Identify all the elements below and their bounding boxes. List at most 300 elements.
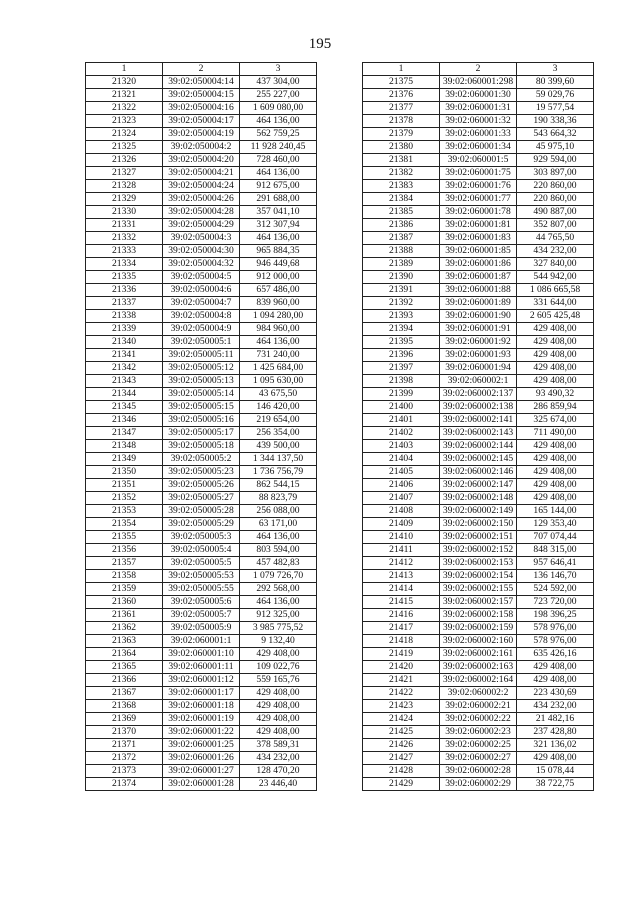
- table-row: [86, 141, 317, 154]
- value: 803 594,00: [240, 544, 317, 557]
- value: 464 136,00: [240, 336, 317, 349]
- row-number: 21406: [363, 479, 440, 492]
- cadastral-number: 39:02:060002:1: [440, 375, 517, 388]
- table-row: [363, 323, 594, 336]
- row-number: 21364: [86, 648, 163, 661]
- table-row: [86, 154, 317, 167]
- table-row: [363, 453, 594, 466]
- value: 331 644,00: [517, 297, 594, 310]
- row-number: 21356: [86, 544, 163, 557]
- cadastral-number: 39:02:060002:147: [440, 479, 517, 492]
- cadastral-number: 39:02:060002:25: [440, 739, 517, 752]
- row-number: 21358: [86, 570, 163, 583]
- cadastral-number: 39:02:060002:164: [440, 674, 517, 687]
- row-number: 21377: [363, 102, 440, 115]
- table-row: [363, 245, 594, 258]
- row-number: 21323: [86, 115, 163, 128]
- table-row: [86, 102, 317, 115]
- column-header-1: 1: [86, 63, 163, 76]
- table-row: [363, 362, 594, 375]
- row-number: 21386: [363, 219, 440, 232]
- table-row: [86, 557, 317, 570]
- table-row: [363, 271, 594, 284]
- cadastral-number: 39:02:060001:25: [163, 739, 240, 752]
- table-row: [363, 414, 594, 427]
- table-row: [363, 180, 594, 193]
- row-number: 21390: [363, 271, 440, 284]
- table-row: [86, 622, 317, 635]
- table-row: [86, 258, 317, 271]
- table-row: [363, 557, 594, 570]
- cadastral-number: 39:02:060001:10: [163, 648, 240, 661]
- row-number: 21334: [86, 258, 163, 271]
- row-number: 21391: [363, 284, 440, 297]
- row-number: 21403: [363, 440, 440, 453]
- table-row: [363, 726, 594, 739]
- value: 9 132,40: [240, 635, 317, 648]
- cadastral-number: 39:02:060002:143: [440, 427, 517, 440]
- cadastral-number: 39:02:060002:146: [440, 466, 517, 479]
- cadastral-number: 39:02:060002:137: [440, 388, 517, 401]
- value: 43 675,50: [240, 388, 317, 401]
- table-row: [86, 115, 317, 128]
- row-number: 21366: [86, 674, 163, 687]
- cadastral-number: 39:02:050004:9: [163, 323, 240, 336]
- cadastral-number: 39:02:060002:138: [440, 401, 517, 414]
- value: 929 594,00: [517, 154, 594, 167]
- value: 464 136,00: [240, 596, 317, 609]
- value: 2 605 425,48: [517, 310, 594, 323]
- value: 543 664,32: [517, 128, 594, 141]
- value: 429 408,00: [517, 661, 594, 674]
- table-row: [363, 193, 594, 206]
- cadastral-number: 39:02:050005:15: [163, 401, 240, 414]
- row-number: 21415: [363, 596, 440, 609]
- cadastral-number: 39:02:050005:23: [163, 466, 240, 479]
- table-row: [86, 726, 317, 739]
- cadastral-number: 39:02:060001:31: [440, 102, 517, 115]
- cadastral-number: 39:02:060001:94: [440, 362, 517, 375]
- table-row: [363, 596, 594, 609]
- row-number: 21398: [363, 375, 440, 388]
- cadastral-number: 39:02:060001:5: [440, 154, 517, 167]
- value: 429 408,00: [240, 726, 317, 739]
- row-number: 21335: [86, 271, 163, 284]
- value: 21 482,16: [517, 713, 594, 726]
- value: 1 095 630,00: [240, 375, 317, 388]
- cadastral-number: 39:02:050005:6: [163, 596, 240, 609]
- column-header-1: 1: [363, 63, 440, 76]
- value: 434 232,00: [517, 700, 594, 713]
- row-number: 21421: [363, 674, 440, 687]
- table-row: [363, 739, 594, 752]
- table-row: [86, 609, 317, 622]
- value: 429 408,00: [240, 700, 317, 713]
- value: 325 674,00: [517, 414, 594, 427]
- value: 3 985 775,52: [240, 622, 317, 635]
- table-row: [86, 544, 317, 557]
- table-row: [363, 336, 594, 349]
- row-number: 21381: [363, 154, 440, 167]
- cadastral-number: 39:02:060001:81: [440, 219, 517, 232]
- cadastral-number: 39:02:060002:159: [440, 622, 517, 635]
- table-row: [363, 440, 594, 453]
- value: 524 592,00: [517, 583, 594, 596]
- row-number: 21342: [86, 362, 163, 375]
- value: 429 408,00: [517, 362, 594, 375]
- cadastral-number: 39:02:050005:3: [163, 531, 240, 544]
- cadastral-number: 39:02:050004:3: [163, 232, 240, 245]
- row-number: 21325: [86, 141, 163, 154]
- table-row: [86, 492, 317, 505]
- row-number: 21416: [363, 609, 440, 622]
- cadastral-number: 39:02:060001:87: [440, 271, 517, 284]
- column-header-3: 3: [517, 63, 594, 76]
- value: 464 136,00: [240, 531, 317, 544]
- cadastral-number: 39:02:060002:27: [440, 752, 517, 765]
- value: 578 976,00: [517, 635, 594, 648]
- row-number: 21349: [86, 453, 163, 466]
- cadastral-number: 39:02:060002:21: [440, 700, 517, 713]
- column-header-2: 2: [163, 63, 240, 76]
- cadastral-number: 39:02:050005:27: [163, 492, 240, 505]
- value: 59 029,76: [517, 89, 594, 102]
- table-row: [363, 544, 594, 557]
- cadastral-number: 39:02:050005:4: [163, 544, 240, 557]
- value: 723 720,00: [517, 596, 594, 609]
- cadastral-number: 39:02:050004:17: [163, 115, 240, 128]
- row-number: 21375: [363, 76, 440, 89]
- value: 291 688,00: [240, 193, 317, 206]
- row-number: 21396: [363, 349, 440, 362]
- table-row: [86, 310, 317, 323]
- table-row: [86, 297, 317, 310]
- table-row: [86, 518, 317, 531]
- cadastral-number: 39:02:060001:89: [440, 297, 517, 310]
- row-number: 21417: [363, 622, 440, 635]
- row-number: 21376: [363, 89, 440, 102]
- value: 88 823,79: [240, 492, 317, 505]
- row-number: 21424: [363, 713, 440, 726]
- table-row: [86, 388, 317, 401]
- row-number: 21426: [363, 739, 440, 752]
- row-number: 21412: [363, 557, 440, 570]
- row-number: 21425: [363, 726, 440, 739]
- value: 11 928 240,45: [240, 141, 317, 154]
- row-number: 21400: [363, 401, 440, 414]
- row-number: 21428: [363, 765, 440, 778]
- value: 1 079 726,70: [240, 570, 317, 583]
- value: 129 353,40: [517, 518, 594, 531]
- cadastral-number: 39:02:050005:11: [163, 349, 240, 362]
- row-number: 21394: [363, 323, 440, 336]
- cadastral-number: 39:02:050005:14: [163, 388, 240, 401]
- value: 429 408,00: [240, 648, 317, 661]
- row-number: 21387: [363, 232, 440, 245]
- table-row: [363, 297, 594, 310]
- value: 429 408,00: [517, 336, 594, 349]
- value: 136 146,70: [517, 570, 594, 583]
- cadastral-number: 39:02:060002:2: [440, 687, 517, 700]
- value: 45 975,10: [517, 141, 594, 154]
- row-number: 21402: [363, 427, 440, 440]
- cadastral-number: 39:02:060001:77: [440, 193, 517, 206]
- table-row: [86, 687, 317, 700]
- row-number: 21399: [363, 388, 440, 401]
- cadastral-number: 39:02:060002:23: [440, 726, 517, 739]
- value: 256 354,00: [240, 427, 317, 440]
- row-number: 21382: [363, 167, 440, 180]
- value: 198 396,25: [517, 609, 594, 622]
- table-row: [363, 570, 594, 583]
- table-row: [363, 141, 594, 154]
- cadastral-number: 39:02:050005:53: [163, 570, 240, 583]
- row-number: 21363: [86, 635, 163, 648]
- cadastral-number: 39:02:050005:17: [163, 427, 240, 440]
- table-row: [363, 518, 594, 531]
- value: 562 759,25: [240, 128, 317, 141]
- cadastral-number: 39:02:060001:27: [163, 765, 240, 778]
- row-number: 21350: [86, 466, 163, 479]
- table-row: [363, 765, 594, 778]
- table-row: [363, 479, 594, 492]
- value: 429 408,00: [517, 323, 594, 336]
- left-table-body: [86, 76, 317, 791]
- value: 1 344 137,50: [240, 453, 317, 466]
- row-number: 21368: [86, 700, 163, 713]
- cadastral-number: 39:02:060002:153: [440, 557, 517, 570]
- table-row: [86, 414, 317, 427]
- value: 429 408,00: [240, 687, 317, 700]
- cadastral-number: 39:02:060001:90: [440, 310, 517, 323]
- value: 220 860,00: [517, 193, 594, 206]
- row-number: 21360: [86, 596, 163, 609]
- cadastral-number: 39:02:060002:163: [440, 661, 517, 674]
- row-number: 21367: [86, 687, 163, 700]
- column-header-2: 2: [440, 63, 517, 76]
- cadastral-number: 39:02:060002:149: [440, 505, 517, 518]
- row-number: 21326: [86, 154, 163, 167]
- value: 312 307,94: [240, 219, 317, 232]
- table-row: [86, 167, 317, 180]
- value: 63 171,00: [240, 518, 317, 531]
- row-number: 21341: [86, 349, 163, 362]
- cadastral-number: 39:02:050004:30: [163, 245, 240, 258]
- table-row: [86, 752, 317, 765]
- cadastral-number: 39:02:060001:30: [440, 89, 517, 102]
- cadastral-number: 39:02:050004:8: [163, 310, 240, 323]
- value: 635 426,16: [517, 648, 594, 661]
- value: 23 446,40: [240, 778, 317, 791]
- row-number: 21393: [363, 310, 440, 323]
- table-row: [86, 193, 317, 206]
- table-row: [363, 154, 594, 167]
- value: 38 722,75: [517, 778, 594, 791]
- row-number: 21347: [86, 427, 163, 440]
- left-table: [85, 62, 317, 791]
- value: 490 887,00: [517, 206, 594, 219]
- value: 255 227,00: [240, 89, 317, 102]
- cadastral-number: 39:02:050005:55: [163, 583, 240, 596]
- value: 912 675,00: [240, 180, 317, 193]
- row-number: 21380: [363, 141, 440, 154]
- cadastral-number: 39:02:060002:22: [440, 713, 517, 726]
- row-number: 21351: [86, 479, 163, 492]
- cadastral-number: 39:02:060001:32: [440, 115, 517, 128]
- value: 559 165,76: [240, 674, 317, 687]
- cadastral-number: 39:02:060001:17: [163, 687, 240, 700]
- table-row: [363, 128, 594, 141]
- row-number: 21369: [86, 713, 163, 726]
- column-header-3: 3: [240, 63, 317, 76]
- row-number: 21359: [86, 583, 163, 596]
- row-number: 21320: [86, 76, 163, 89]
- cadastral-number: 39:02:050004:29: [163, 219, 240, 232]
- value: 223 430,69: [517, 687, 594, 700]
- table-row: [363, 492, 594, 505]
- value: 707 074,44: [517, 531, 594, 544]
- table-row: [363, 375, 594, 388]
- table-row: [363, 622, 594, 635]
- value: 237 428,80: [517, 726, 594, 739]
- table-row: [86, 739, 317, 752]
- cadastral-number: 39:02:060002:154: [440, 570, 517, 583]
- table-row: [86, 89, 317, 102]
- table-row: [363, 583, 594, 596]
- row-number: 21365: [86, 661, 163, 674]
- cadastral-number: 39:02:060002:148: [440, 492, 517, 505]
- row-number: 21361: [86, 609, 163, 622]
- cadastral-number: 39:02:050005:5: [163, 557, 240, 570]
- cadastral-number: 39:02:050004:19: [163, 128, 240, 141]
- table-row: [86, 76, 317, 89]
- value: 292 568,00: [240, 583, 317, 596]
- table-row: [86, 674, 317, 687]
- row-number: 21401: [363, 414, 440, 427]
- cadastral-number: 39:02:060001:92: [440, 336, 517, 349]
- cadastral-number: 39:02:060002:28: [440, 765, 517, 778]
- value: 146 420,00: [240, 401, 317, 414]
- row-number: 21345: [86, 401, 163, 414]
- row-number: 21423: [363, 700, 440, 713]
- row-number: 21383: [363, 180, 440, 193]
- row-number: 21353: [86, 505, 163, 518]
- value: 544 942,00: [517, 271, 594, 284]
- table-row: [363, 284, 594, 297]
- row-number: 21397: [363, 362, 440, 375]
- row-number: 21418: [363, 635, 440, 648]
- table-row: [86, 232, 317, 245]
- cadastral-number: 39:02:050004:15: [163, 89, 240, 102]
- cadastral-number: 39:02:060002:161: [440, 648, 517, 661]
- table-row: [363, 258, 594, 271]
- cadastral-number: 39:02:060001:78: [440, 206, 517, 219]
- cadastral-number: 39:02:060002:152: [440, 544, 517, 557]
- cadastral-number: 39:02:060001:91: [440, 323, 517, 336]
- row-number: 21333: [86, 245, 163, 258]
- table-row: [86, 206, 317, 219]
- table-row: [86, 778, 317, 791]
- value: 1 094 280,00: [240, 310, 317, 323]
- cadastral-number: 39:02:060002:141: [440, 414, 517, 427]
- value: 303 897,00: [517, 167, 594, 180]
- page-number: 195: [308, 36, 332, 52]
- table-row: [86, 648, 317, 661]
- table-row: [86, 596, 317, 609]
- cadastral-number: 39:02:060001:11: [163, 661, 240, 674]
- row-number: 21410: [363, 531, 440, 544]
- value: 862 544,15: [240, 479, 317, 492]
- table-row: [86, 219, 317, 232]
- right-table: [362, 62, 594, 791]
- cadastral-number: 39:02:060001:88: [440, 284, 517, 297]
- row-number: 21374: [86, 778, 163, 791]
- value: 912 325,00: [240, 609, 317, 622]
- cadastral-number: 39:02:060001:83: [440, 232, 517, 245]
- cadastral-number: 39:02:060002:157: [440, 596, 517, 609]
- table-row: [363, 167, 594, 180]
- cadastral-number: 39:02:060002:160: [440, 635, 517, 648]
- table-row: [363, 531, 594, 544]
- cadastral-number: 39:02:060002:155: [440, 583, 517, 596]
- table-row: [363, 310, 594, 323]
- value: 429 408,00: [517, 440, 594, 453]
- value: 352 807,00: [517, 219, 594, 232]
- value: 965 884,35: [240, 245, 317, 258]
- table-row: [86, 661, 317, 674]
- cadastral-number: 39:02:050004:32: [163, 258, 240, 271]
- table-row: [363, 635, 594, 648]
- table-row: [363, 609, 594, 622]
- cadastral-number: 39:02:050004:24: [163, 180, 240, 193]
- row-number: 21330: [86, 206, 163, 219]
- row-number: 21404: [363, 453, 440, 466]
- row-number: 21427: [363, 752, 440, 765]
- cadastral-number: 39:02:050004:20: [163, 154, 240, 167]
- row-number: 21322: [86, 102, 163, 115]
- table-row: [363, 206, 594, 219]
- row-number: 21379: [363, 128, 440, 141]
- cadastral-number: 39:02:060001:298: [440, 76, 517, 89]
- table-row: [86, 765, 317, 778]
- cadastral-number: 39:02:060002:145: [440, 453, 517, 466]
- cadastral-number: 39:02:060002:29: [440, 778, 517, 791]
- table-row: [86, 583, 317, 596]
- row-number: 21354: [86, 518, 163, 531]
- cadastral-number: 39:02:060001:12: [163, 674, 240, 687]
- row-number: 21355: [86, 531, 163, 544]
- value: 321 136,02: [517, 739, 594, 752]
- value: 429 408,00: [240, 713, 317, 726]
- cadastral-number: 39:02:060001:75: [440, 167, 517, 180]
- table-row: [363, 102, 594, 115]
- table-row: [86, 570, 317, 583]
- cadastral-number: 39:02:050005:28: [163, 505, 240, 518]
- cadastral-number: 39:02:050004:14: [163, 76, 240, 89]
- table-row: [86, 635, 317, 648]
- table-row: [86, 700, 317, 713]
- value: 429 408,00: [517, 349, 594, 362]
- value: 128 470,20: [240, 765, 317, 778]
- value: 429 408,00: [517, 453, 594, 466]
- cadastral-number: 39:02:050004:7: [163, 297, 240, 310]
- cadastral-number: 39:02:060001:93: [440, 349, 517, 362]
- table-row: [86, 440, 317, 453]
- table-row: [363, 76, 594, 89]
- row-number: 21414: [363, 583, 440, 596]
- cadastral-number: 39:02:050005:1: [163, 336, 240, 349]
- table-row: [363, 700, 594, 713]
